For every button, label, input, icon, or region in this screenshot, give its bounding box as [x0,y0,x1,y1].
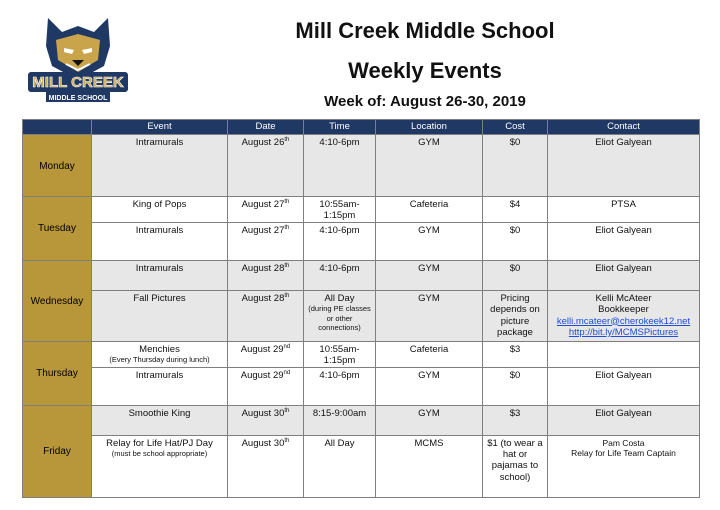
location-cell: MCMS [376,435,483,497]
date-cell: August 26th [228,135,304,197]
cost-cell: $1 (to wear a hat or pajamas to school) [483,435,548,497]
header-cost: Cost [483,120,548,135]
date-cell: August 29nd [228,367,304,405]
table-row [23,405,700,435]
contact-cell: Eliot Galyean [548,222,700,260]
pictures-link[interactable]: http://bit.ly/MCMSPictures [568,326,679,338]
header-contact: Contact [548,120,700,135]
contact-name: Kelli McAteer [595,292,652,304]
location-cell: Cafeteria [376,197,483,223]
time-note: (during PE classes or other connections) [308,304,371,332]
cost-cell: $0 [483,222,548,260]
cost-cell: $0 [483,135,548,197]
header-location: Location [376,120,483,135]
time-cell: All Day [304,435,376,497]
table-row [23,367,700,405]
time-cell: 4:10-6pm [304,260,376,290]
date-cell: August 30th [228,405,304,435]
time-cell: 4:10-6pm [304,222,376,260]
date-cell: August 29nd [228,341,304,367]
location-cell: GYM [376,367,483,405]
table-row [23,135,700,197]
cost-cell: $0 [483,367,548,405]
contact-cell: Eliot Galyean [548,405,700,435]
week-label: Week of: August 26-30, 2019 [324,93,526,110]
day-friday: Friday [23,405,92,497]
event-cell [92,341,228,367]
time-cell: 4:10-6pm [304,367,376,405]
event-cell: Fall Pictures [92,290,228,341]
event-cell: Smoothie King [92,405,228,435]
location-cell: GYM [376,405,483,435]
table-row [23,341,700,367]
event-cell: Intramurals [92,135,228,197]
cost-cell: $3 [483,341,548,367]
time-cell [304,290,376,341]
table-header-row [23,120,700,135]
cost-cell: Pricing depends on picture package [483,290,548,341]
date-cell: August 27th [228,197,304,223]
time-cell: 10:55am-1:15pm [304,197,376,223]
table-row [23,222,700,260]
location-cell: GYM [376,260,483,290]
contact-cell: Eliot Galyean [548,260,700,290]
contact-cell: Eliot Galyean [548,367,700,405]
school-name: Mill Creek Middle School [295,18,555,43]
school-logo [26,10,130,104]
event-text: Menchies [139,343,180,355]
table-row [23,260,700,290]
contact-name: Pam Costa [602,437,645,448]
day-tuesday: Tuesday [23,197,92,261]
event-note: (Every Thursday during lunch) [109,355,210,365]
table-row [23,435,700,497]
table-row [23,290,700,341]
contact-email-link[interactable]: kelli.mcateer@cherokeek12.net [556,315,691,327]
event-cell: Intramurals [92,260,228,290]
time-cell: 10:55am-1:15pm [304,341,376,367]
time-text: All Day [324,292,355,304]
table-row [23,197,700,223]
header-event: Event [92,120,228,135]
cost-cell: $0 [483,260,548,290]
time-cell: 4:10-6pm [304,135,376,197]
contact-cell [548,435,700,497]
event-cell: Intramurals [92,367,228,405]
event-note: (must be school appropriate) [111,448,208,458]
location-cell: GYM [376,222,483,260]
time-cell: 8:15-9:00am [304,405,376,435]
location-cell: GYM [376,290,483,341]
event-text: Relay for Life Hat/PJ Day [106,437,213,449]
contact-role: Bookkeeper [598,304,649,316]
location-cell: Cafeteria [376,341,483,367]
svg-text:MILL CREEK: MILL CREEK [32,74,124,91]
header-date: Date [228,120,304,135]
contact-cell [548,290,700,341]
event-cell: Intramurals [92,222,228,260]
events-table [22,119,700,498]
event-cell [92,435,228,497]
date-cell: August 30th [228,435,304,497]
page-subtitle: Weekly Events [348,58,502,83]
date-cell: August 28th [228,290,304,341]
contact-cell: Eliot Galyean [548,135,700,197]
header-day [23,120,92,135]
contact-cell: PTSA [548,197,700,223]
date-cell: August 27th [228,222,304,260]
contact-role: Relay for Life Team Captain [571,447,676,458]
bobcat-mascot-icon [46,18,110,80]
header-time: Time [304,120,376,135]
day-wednesday: Wednesday [23,260,92,341]
day-thursday: Thursday [23,341,92,405]
contact-cell [548,341,700,367]
location-cell: GYM [376,135,483,197]
event-cell: King of Pops [92,197,228,223]
date-cell: August 28th [228,260,304,290]
cost-cell: $4 [483,197,548,223]
cost-cell: $3 [483,405,548,435]
day-monday: Monday [23,135,92,197]
svg-text:MIDDLE SCHOOL: MIDDLE SCHOOL [48,95,108,102]
